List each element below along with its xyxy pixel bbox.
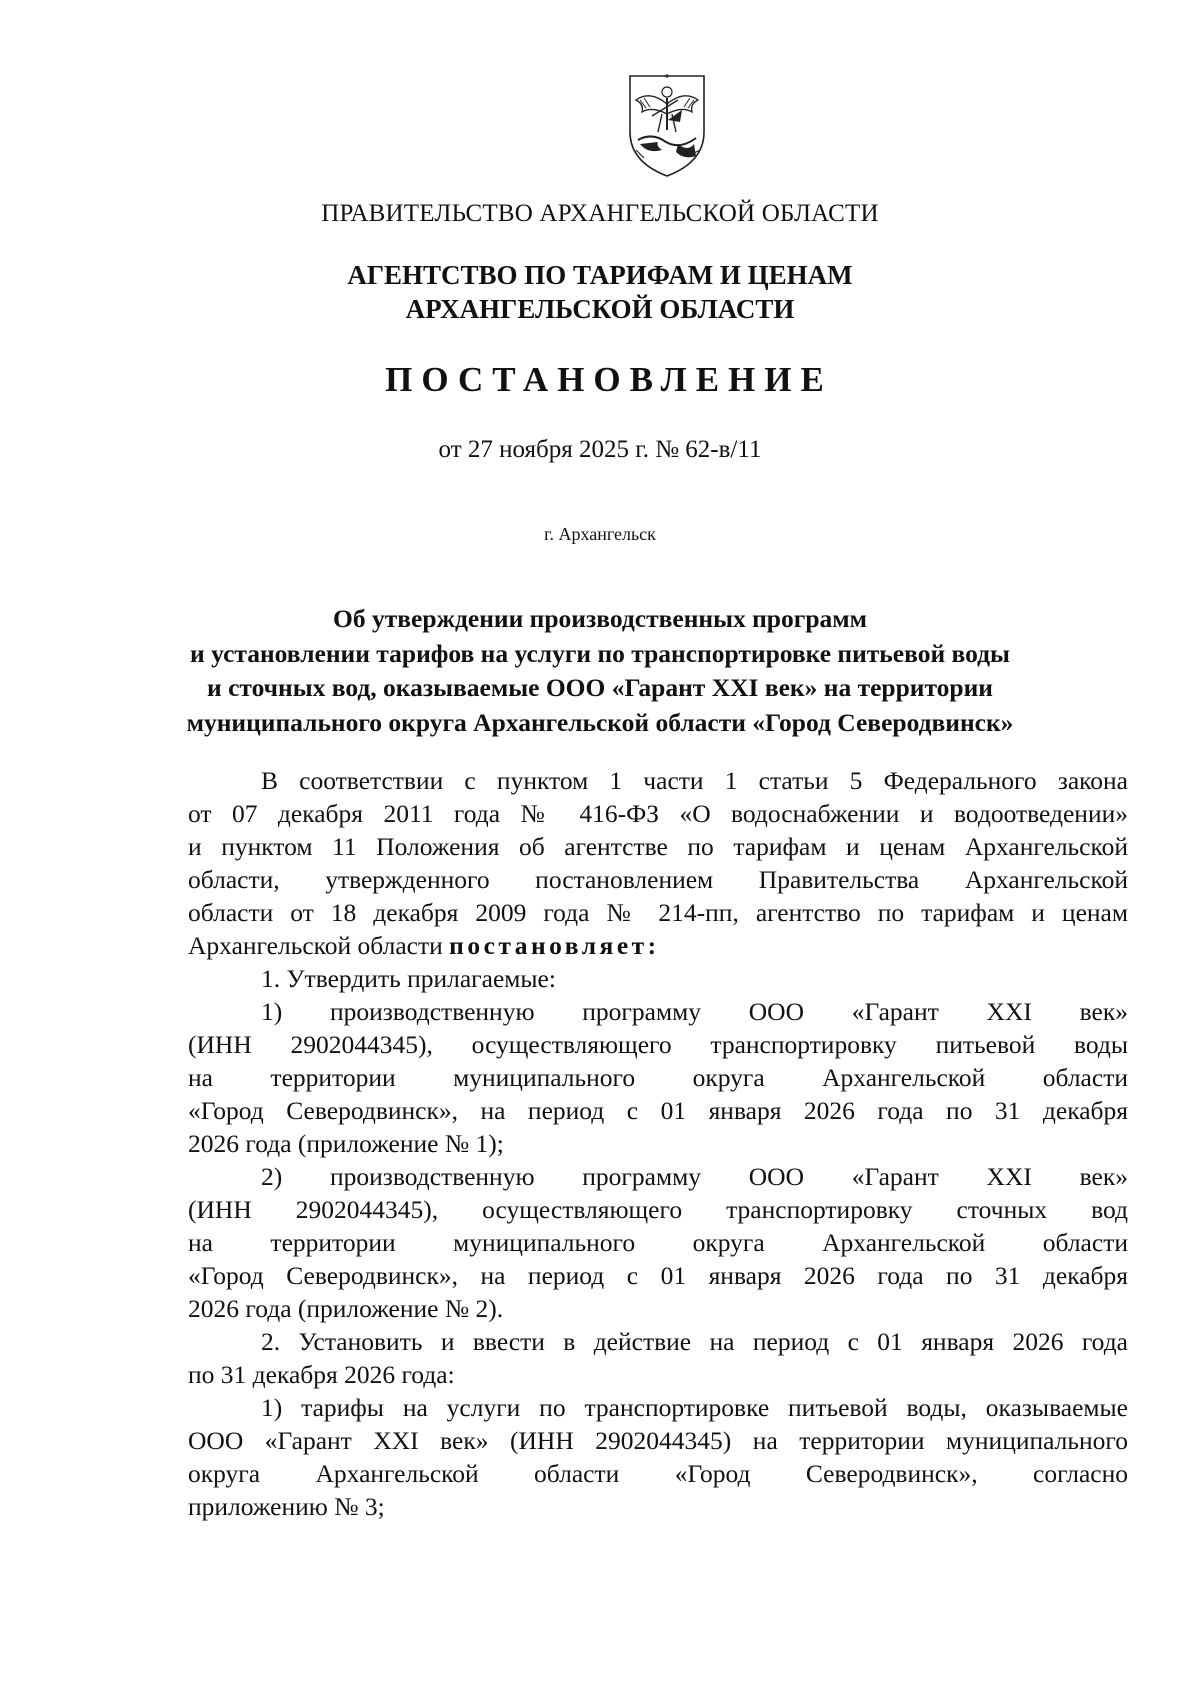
government-name: ПРАВИТЕЛЬСТВО АРХАНГЕЛЬСКОЙ ОБЛАСТИ — [321, 200, 879, 227]
item-2-1-line: округа Архангельской области «Город Северодвинск», согласно — [188, 1459, 1128, 1488]
preamble-line: области от 18 декабря 2009 года № 214-пп, агентство по тарифам и ценам — [188, 898, 1128, 927]
subject-line: и сточных вод, оказываемые ООО «Гарант XXI век» на территории — [207, 673, 993, 702]
document-type: ПОСТАНОВЛЕНИЕ — [385, 360, 833, 399]
item-1-1-last-line: 2026 года (приложение № 1); — [188, 1129, 504, 1158]
item-1-2-line: на территории муниципального округа Архангельской области — [188, 1228, 1128, 1257]
item-1-2-line: «Город Северодвинск», на период с 01 января 2026 года по 31 декабря — [188, 1261, 1128, 1290]
subject-line: Об утверждении производственных программ — [333, 604, 867, 633]
preamble-line: от 07 декабря 2011 года № 416-ФЗ «О водоснабжении и водоотведении» — [188, 799, 1128, 828]
preamble-last-text: Архангельской области — [188, 931, 450, 960]
item-2-last-line: по 31 декабря 2026 года: — [188, 1360, 455, 1389]
item-2-1-line: 1) тарифы на услуги по транспортировке питьевой воды, оказываемые — [261, 1393, 1128, 1422]
item-1-heading: 1. Утвердить прилагаемые: — [261, 964, 556, 993]
agency-name-line-2: АРХАНГЕЛЬСКОЙ ОБЛАСТИ — [405, 294, 795, 324]
item-1-1-line: (ИНН 2902044345), осуществляющего транспортировку питьевой воды — [188, 1030, 1128, 1059]
resolves-word: постановляет: — [449, 931, 660, 960]
coat-of-arms-icon — [622, 70, 712, 180]
item-1-1-line: «Город Северодвинск», на период с 01 января 2026 года по 31 декабря — [188, 1096, 1128, 1125]
document-city: г. Архангельск — [544, 524, 656, 544]
preamble-line: и пунктом 11 Положения об агентстве по тарифам и ценам Архангельской — [188, 832, 1128, 861]
item-1-2-line: (ИНН 2902044345), осуществляющего транспортировку сточных вод — [188, 1195, 1128, 1224]
subject-line: муниципального округа Архангельской области «Город Северодвинск» — [186, 708, 1014, 737]
subject-line: и установлении тарифов на услуги по транспортировке питьевой воды — [190, 639, 1010, 668]
item-1-2-last-line: 2026 года (приложение № 2). — [188, 1294, 504, 1323]
item-1-1-line: на территории муниципального округа Архангельской области — [188, 1063, 1128, 1092]
document-date-number: от 27 ноября 2025 г. № 62-в/11 — [438, 436, 762, 463]
document-body — [188, 764, 1128, 1523]
preamble-last-line — [188, 929, 1128, 962]
preamble-line: В соответствии с пунктом 1 части 1 статьи 5 Федерального закона — [261, 766, 1128, 795]
item-1-1-line: 1) производственную программу ООО «Гарант XXI век» — [261, 997, 1128, 1026]
item-1-2-line: 2) производственную программу ООО «Гарант XXI век» — [261, 1162, 1128, 1191]
item-2-1-last-line: приложению № 3; — [188, 1492, 385, 1521]
agency-name-line-1: АГЕНТСТВО ПО ТАРИФАМ И ЦЕНАМ — [347, 260, 853, 290]
item-2-1-line: ООО «Гарант XXI век» (ИНН 2902044345) на территории муниципального — [188, 1426, 1128, 1455]
preamble-line: области, утвержденного постановлением Правительства Архангельской — [188, 865, 1128, 894]
item-2-heading: 2. Установить и ввести в действие на период с 01 января 2026 года — [261, 1327, 1128, 1356]
